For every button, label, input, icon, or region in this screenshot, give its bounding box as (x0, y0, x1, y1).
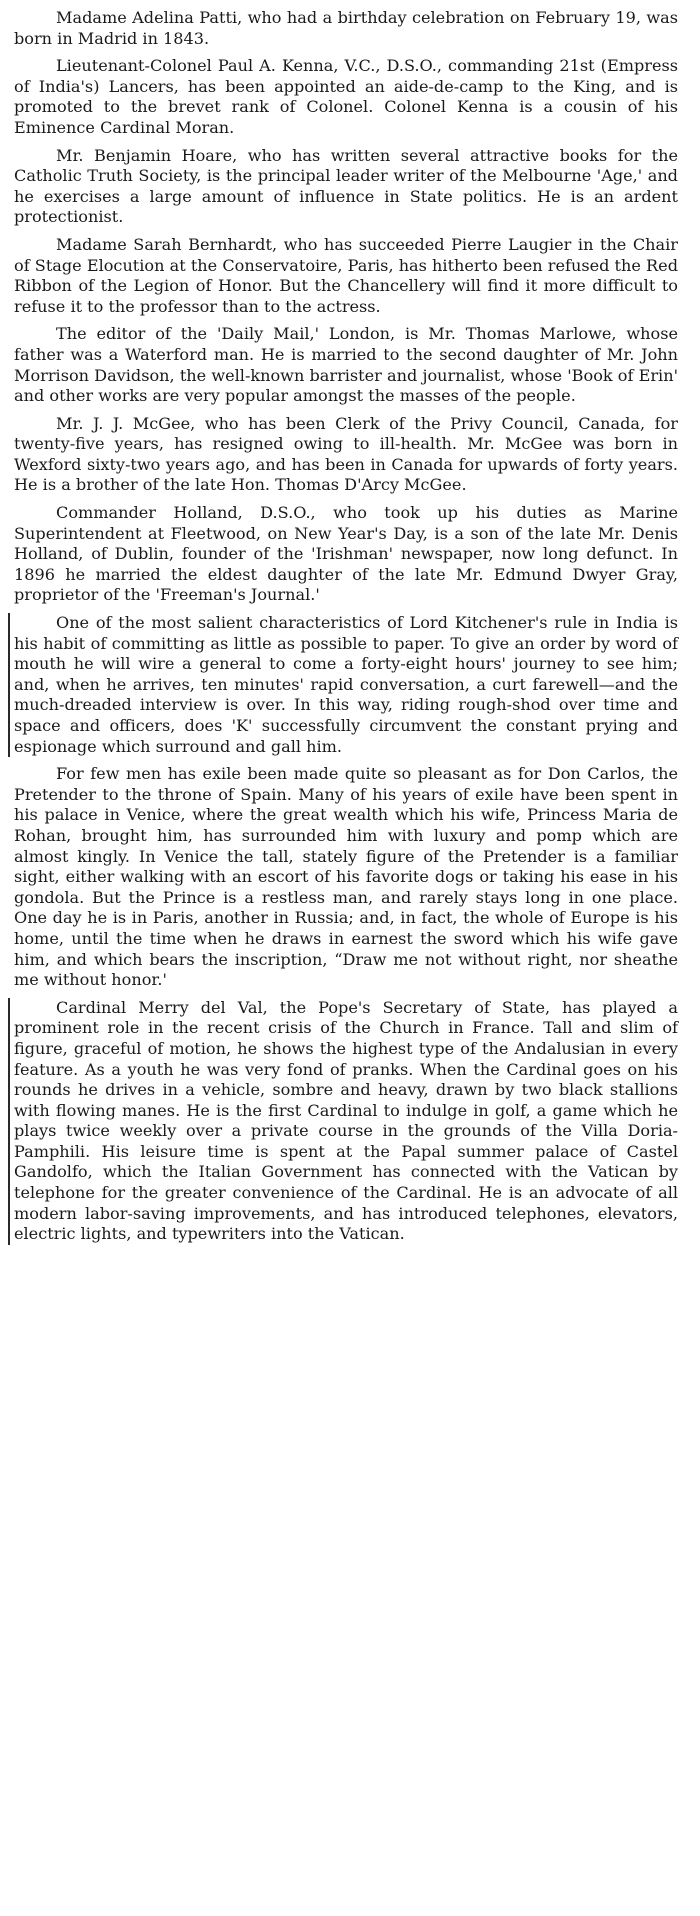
paragraph-patti: Madame Adelina Patti, who had a birthday celebration on February 19, was born in Madrid in 1843. (14, 8, 678, 48)
paragraph-merry-del-val: Cardinal Merry del Val, the Pope's Secretary of State, has played a prominent role in the recent crisis of the Church in France. Tall and slim of figure, graceful of motion, he shows the highest type of the Andalusian in every feature. As a youth he was very fond of pranks. When the Cardinal goes on his rounds he drives in a vehicle, sombre and heavy, drawn by two black stallions with flowing manes. He is the first Cardinal to indulge in golf, a game which he plays twice weekly over a private course in the grounds of the Villa Doria-Pamphili. His leisure time is spent at the Papal summer palace of Castel Gandolfo, which the Italian Government has connected with the Vatican by telephone for the greater convenience of the Cardinal. He is an advocate of all modern labor-saving improvements, and has introduced telephones, elevators, electric lights, and typewriters into the Vatican. (8, 998, 678, 1245)
paragraph-holland: Commander Holland, D.S.O., who took up his duties as Marine Superintendent at Fleetwood, on New Year's Day, is a son of the late Mr. Denis Holland, of Dublin, founder of the 'Irishman' newspaper, now long defunct. In 1896 he married the eldest daughter of the late Mr. Edmund Dwyer Gray, proprietor of the 'Freeman's Journal.' (14, 503, 678, 605)
paragraph-marlowe: The editor of the 'Daily Mail,' London, is Mr. Thomas Marlowe, whose father was a Waterford man. He is married to the second daughter of Mr. John Morrison Davidson, the well-known barrister and journalist, whose 'Book of Erin' and other works are very popular amongst the masses of the people. (14, 324, 678, 406)
article-column (14, 8, 678, 1252)
paragraph-kenna: Lieutenant-Colonel Paul A. Kenna, V.C., D.S.O., commanding 21st (Empress of India's) Lancers, has been appointed an aide-de-camp to the King, and is promoted to the brevet rank of Colonel. Colonel Kenna is a cousin of his Eminence Cardinal Moran. (14, 56, 678, 137)
paragraph-kitchener: One of the most salient characteristics of Lord Kitchener's rule in India is his habit of committing as little as possible to paper. To give an order by word of mouth he will wire a general to come a forty-eight hours' journey to see him; and, when he arrives, ten minutes' rapid conversation, a curt farewell—and the much-dreaded interview is over. In this way, riding rough-shod over time and space and officers, does 'K' successfully circumvent the constant prying and espionage which surround and gall him. (8, 613, 678, 757)
paragraph-hoare: Mr. Benjamin Hoare, who has written several attractive books for the Catholic Truth Society, is the principal leader writer of the Melbourne 'Age,' and he exercises a large amount of influence in State politics. He is an ardent protectionist. (14, 145, 678, 227)
paragraph-bernhardt: Madame Sarah Bernhardt, who has succeeded Pierre Laugier in the Chair of Stage Elocution at the Conservatoire, Paris, has hitherto been refused the Red Ribbon of the Legion of Honor. But the Chancellery will find it more difficult to refuse it to the professor than to the actress. (14, 234, 678, 316)
paragraph-mcgee: Mr. J. J. McGee, who has been Clerk of the Privy Council, Canada, for twenty-five years, has resigned owing to ill-health. Mr. McGee was born in Wexford sixty-two years ago, and has been in Canada for upwards of forty years. He is a brother of the late Hon. Thomas D'Arcy McGee. (14, 413, 678, 495)
paragraph-don-carlos: For few men has exile been made quite so pleasant as for Don Carlos, the Pretender to the throne of Spain. Many of his years of exile have been spent in his palace in Venice, where the great wealth which his wife, Princess Maria de Rohan, brought him, has surrounded him with luxury and pomp which are almost kingly. In Venice the tall, stately figure of the Pretender is a familiar sight, either walking with an escort of his favorite dogs or taking his ease in his gondola. But the Prince is a restless man, and rarely stays long in one place. One day he is in Paris, another in Russia; and, in fact, the whole of Europe is his home, until the time when he draws in earnest the sword which his wife gave him, and which bears the inscription, “Draw me not without right, nor sheathe me without honor.' (14, 764, 678, 990)
